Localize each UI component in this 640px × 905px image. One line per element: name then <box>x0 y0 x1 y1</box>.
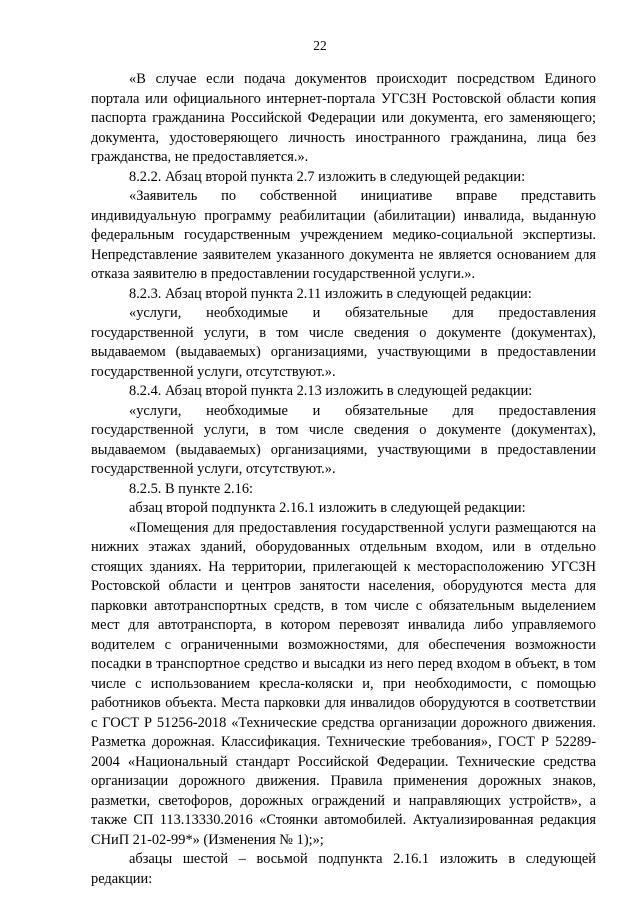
paragraph-2-16-1-text: «Помещения для предоставления государственной услуги размещаются на нижних этажах зданий, оборудованных отдельным входом, или в отдельно стоящих зданиях. На территории, прилегающей к месторасположению УГСЗН Ростовской области и центров занятости населения, оборудуются места для парковки автотранспортных средств, в том числе с обязательным выделением мест для автотранспорта, в котором перевозят инвалида либо управляемого водителем с ограниченными возможностями, для обеспечения возможности посадки в транспортное средство и высадки из него перед входом в объект, в том числе с использованием кресла-коляски и, при необходимости, с помощью работников объекта. Места парковки для инвалидов оборудуются в соответствии с ГОСТ Р 51256-2018 «Технические средства организации дорожного движения. Разметка дорожная. Классификация. Технические требования», ГОСТ Р 52289-2004 «Национальный стандарт Российской Федерации. Технические средства организации дорожного движения. Правила применения дорожных знаков, разметки, светофоров, дорожных ограждений и направляющих устройств», а также СП 113.13330.2016 «Стоянки автомобилей. Актуализированная редакция СНиП 21-02-99*» (Изменения № 1);»; <box>91 519 596 848</box>
paragraph-8-2-3-text: «услуги, необходимые и обязательные для предоставления государственной услуги, в том числе сведения о документе (документах), выдаваемом (выдаваемых) организациями, участвующими в предоставлении государственной услуги, отсутствуют.». <box>91 305 596 380</box>
paragraph-8-2-2-text: «Заявитель по собственной инициативе вправе представить индивидуальную программу реабилитации (абилитации) инвалида, выданную федеральным государственным учреждением медико-социальной экспертизы. Непредставление заявителем указанного документа не является основанием для отказа заявителю в предоставлении государственной услуги.». <box>91 188 596 282</box>
page-number: 22 <box>313 38 327 53</box>
paragraph-8-2-2-heading: 8.2.2. Абзац второй пункта 2.7 изложить в следующей редакции: <box>129 168 526 185</box>
paragraph-8-2-4-heading: 8.2.4. Абзац второй пункта 2.13 изложить в следующей редакции: <box>129 383 533 399</box>
paragraph-8-2-5-heading: 8.2.5. В пункте 2.16: <box>129 480 254 497</box>
paragraph-passport-clause: «В случае если подача документов происходит посредством Единого портала или официального интернет-портала УГСЗН Ростовской области копия паспорта гражданина Российской Федерации или документа, его заменяющего; документа, удостоверяющего личность иностранного гражданина, лица без гражданства, не предоставляется.». <box>91 71 596 165</box>
paragraph-8-2-4-text: «услуги, необходимые и обязательные для предоставления государственной услуги, в том числе сведения о документе (документах), выдаваемом (выдаваемых) организациями, участвующими в предоставлении государственной услуги, отсутствуют.». <box>91 402 596 477</box>
paragraph-2-16-1-intro: абзац второй подпункта 2.16.1 изложить в следующей редакции: <box>129 500 526 516</box>
paragraph-8-2-3-heading: 8.2.3. Абзац второй пункта 2.11 изложить в следующей редакции: <box>129 285 532 302</box>
document-body <box>91 70 596 889</box>
paragraph-2-16-1-last: абзацы шестой – восьмой подпункта 2.16.1 изложить в следующей редакции: <box>91 851 596 887</box>
